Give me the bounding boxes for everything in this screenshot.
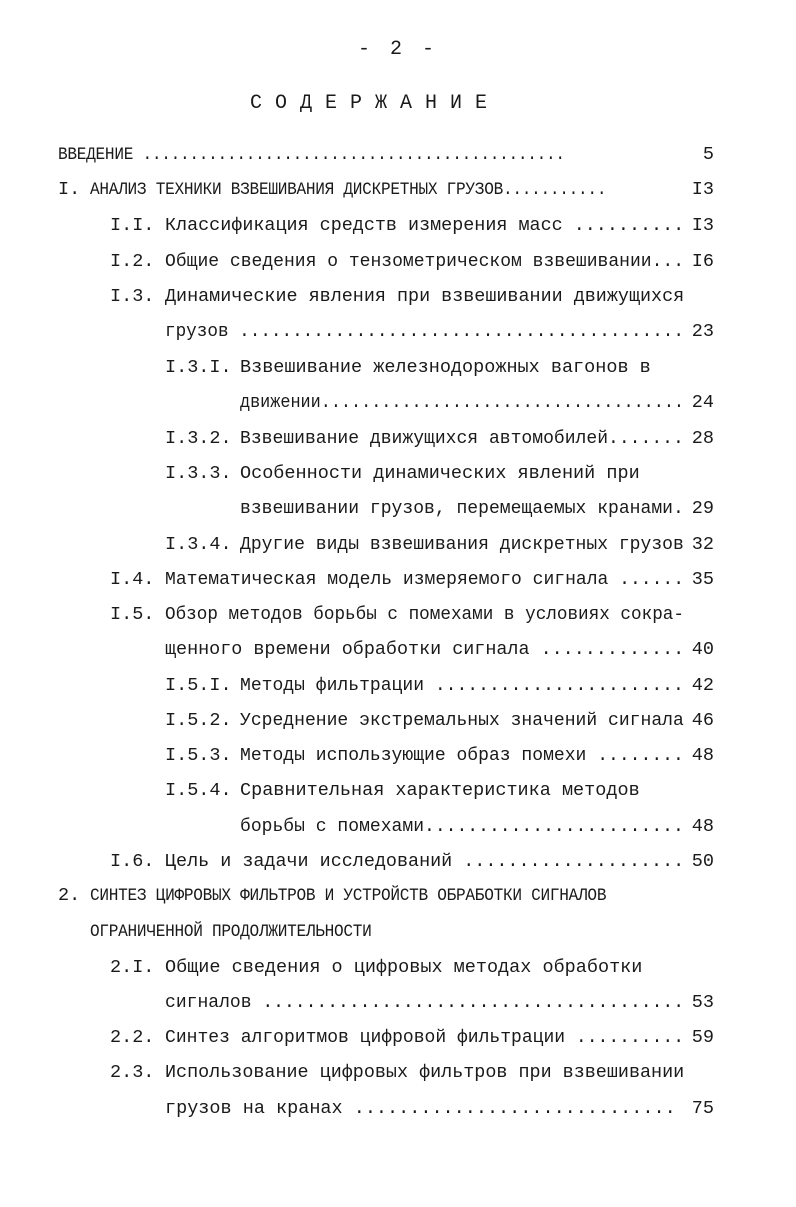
toc-entry-number: I.3.4. xyxy=(165,534,232,555)
toc-entry-text: АНАЛИЗ ТЕХНИКИ ВЗВЕШИВАНИЯ ДИСКРЕТНЫХ ГРУЗОВ........... xyxy=(90,180,607,200)
toc-entry-text: сигналов ....................................... xyxy=(165,992,685,1013)
toc-entry-number: I.4. xyxy=(110,569,155,590)
toc-entry-page: 50 xyxy=(691,851,714,872)
toc-entry-text: ОГРАНИЧЕННОЙ ПРОДОЛЖИТЕЛЬНОСТИ xyxy=(90,922,372,942)
toc-entry-text: Классификация средств измерения масс .......... xyxy=(165,215,685,236)
toc-entry-page: 5 xyxy=(702,144,714,165)
toc-entry-number: I.5.4. xyxy=(165,780,232,801)
toc-entry xyxy=(58,143,609,167)
toc-entry-number: I.3.3. xyxy=(165,463,232,484)
toc-entry-text: Взвешивание движущихся автомобилей....... xyxy=(240,428,684,449)
toc-entry-text: Синтез алгоритмов цифровой фильтрации .......... xyxy=(165,1027,685,1048)
toc-entry-text: ВВЕДЕНИЕ ............................................. xyxy=(58,145,565,165)
toc-entry-page: 59 xyxy=(691,1027,714,1048)
toc-entry-page: 29 xyxy=(691,498,714,519)
toc-entry xyxy=(90,920,396,944)
toc-entry-page: 42 xyxy=(691,675,714,696)
toc-entry-text: Цель и задачи исследований .................... xyxy=(165,851,685,872)
toc-entry-text: Обзор методов борьбы с помехами в условиях сокра- xyxy=(165,604,684,625)
toc-entry-page: 32 xyxy=(691,534,714,555)
toc-entry-text: Усреднение экстремальных значений сигнала xyxy=(240,710,684,731)
toc-entry-text: щенного времени обработки сигнала ............. xyxy=(165,639,685,660)
toc-entry-text: движении.................................... xyxy=(240,392,685,413)
toc-entry-page: 53 xyxy=(691,992,714,1013)
toc-entry-text: Взвешивание железнодорожных вагонов в xyxy=(240,357,651,378)
toc-entry-page: 75 xyxy=(691,1098,714,1119)
toc-entry-text: Использование цифровых фильтров при взвешивании xyxy=(165,1062,685,1083)
toc-entry-page: 23 xyxy=(691,321,714,342)
toc-entry-number: 2.I. xyxy=(110,957,155,978)
toc-entry-text: грузов на кранах ............................. xyxy=(165,1098,676,1119)
toc-entry-number: I.3.I. xyxy=(165,357,232,378)
toc-entry-number: I.I. xyxy=(110,215,155,236)
toc-entry-page: 28 xyxy=(691,428,714,449)
toc-entry-text: Общие сведения о цифровых методах обработки xyxy=(165,957,643,978)
toc-entry-number: I.5.I. xyxy=(165,675,232,696)
toc-entry-text: СИНТЕЗ ЦИФРОВЫХ ФИЛЬТРОВ И УСТРОЙСТВ ОБРАБОТКИ СИГНАЛОВ xyxy=(90,886,607,906)
toc-entry-number: 2. xyxy=(58,885,81,906)
toc-entry-text: борьбы с помехами........................ xyxy=(240,816,684,837)
toc-entry-text: Сравнительная характеристика методов xyxy=(240,780,640,801)
toc-entry-page: 48 xyxy=(691,816,714,837)
toc-entry-text: Методы использующие образ помехи ........ xyxy=(240,745,684,766)
toc-entry-page: 24 xyxy=(691,392,714,413)
toc-entry-page: 40 xyxy=(691,639,714,660)
toc-entry-text: Методы фильтрации ....................... xyxy=(240,675,684,696)
toc-entry-text: Другие виды взвешивания дискретных грузов xyxy=(240,534,684,555)
toc-entry-number: I.5.2. xyxy=(165,710,232,731)
page-title: СОДЕРЖАНИЕ xyxy=(250,92,501,115)
toc-entry-text: Общие сведения о тензометрическом взвешивании... xyxy=(165,251,685,272)
toc-entry-text: Динамические явления при взвешивании движущихся xyxy=(165,286,685,307)
toc-entry-page: I3 xyxy=(691,215,714,236)
toc-entry-number: I.5. xyxy=(110,604,155,625)
toc-entry-text: Особенности динамических явлений при xyxy=(240,463,640,484)
toc-entry-page: I3 xyxy=(691,179,714,200)
toc-entry-page: I6 xyxy=(691,251,714,272)
toc-entry-number: 2.2. xyxy=(110,1027,155,1048)
toc-entry-number: I. xyxy=(58,179,81,200)
toc-entry xyxy=(90,884,651,908)
page-number: - 2 - xyxy=(357,38,438,61)
toc-entry xyxy=(90,178,651,202)
toc-entry-text: грузов .......................................... xyxy=(165,321,684,342)
toc-entry-number: I.2. xyxy=(110,251,155,272)
toc-entry-number: I.3.2. xyxy=(165,428,232,449)
toc-entry-page: 48 xyxy=(691,745,714,766)
toc-entry-number: I.6. xyxy=(110,851,155,872)
toc-entry-number: I.3. xyxy=(110,286,155,307)
toc-entry-number: 2.3. xyxy=(110,1062,155,1083)
toc-entry-text: Математическая модель измеряемого сигнала ...... xyxy=(165,569,685,590)
toc-entry-page: 46 xyxy=(691,710,714,731)
toc-entry-number: I.5.3. xyxy=(165,745,232,766)
toc-entry-text: взвешивании грузов, перемещаемых кранами. xyxy=(240,498,684,519)
toc-entry-page: 35 xyxy=(691,569,714,590)
